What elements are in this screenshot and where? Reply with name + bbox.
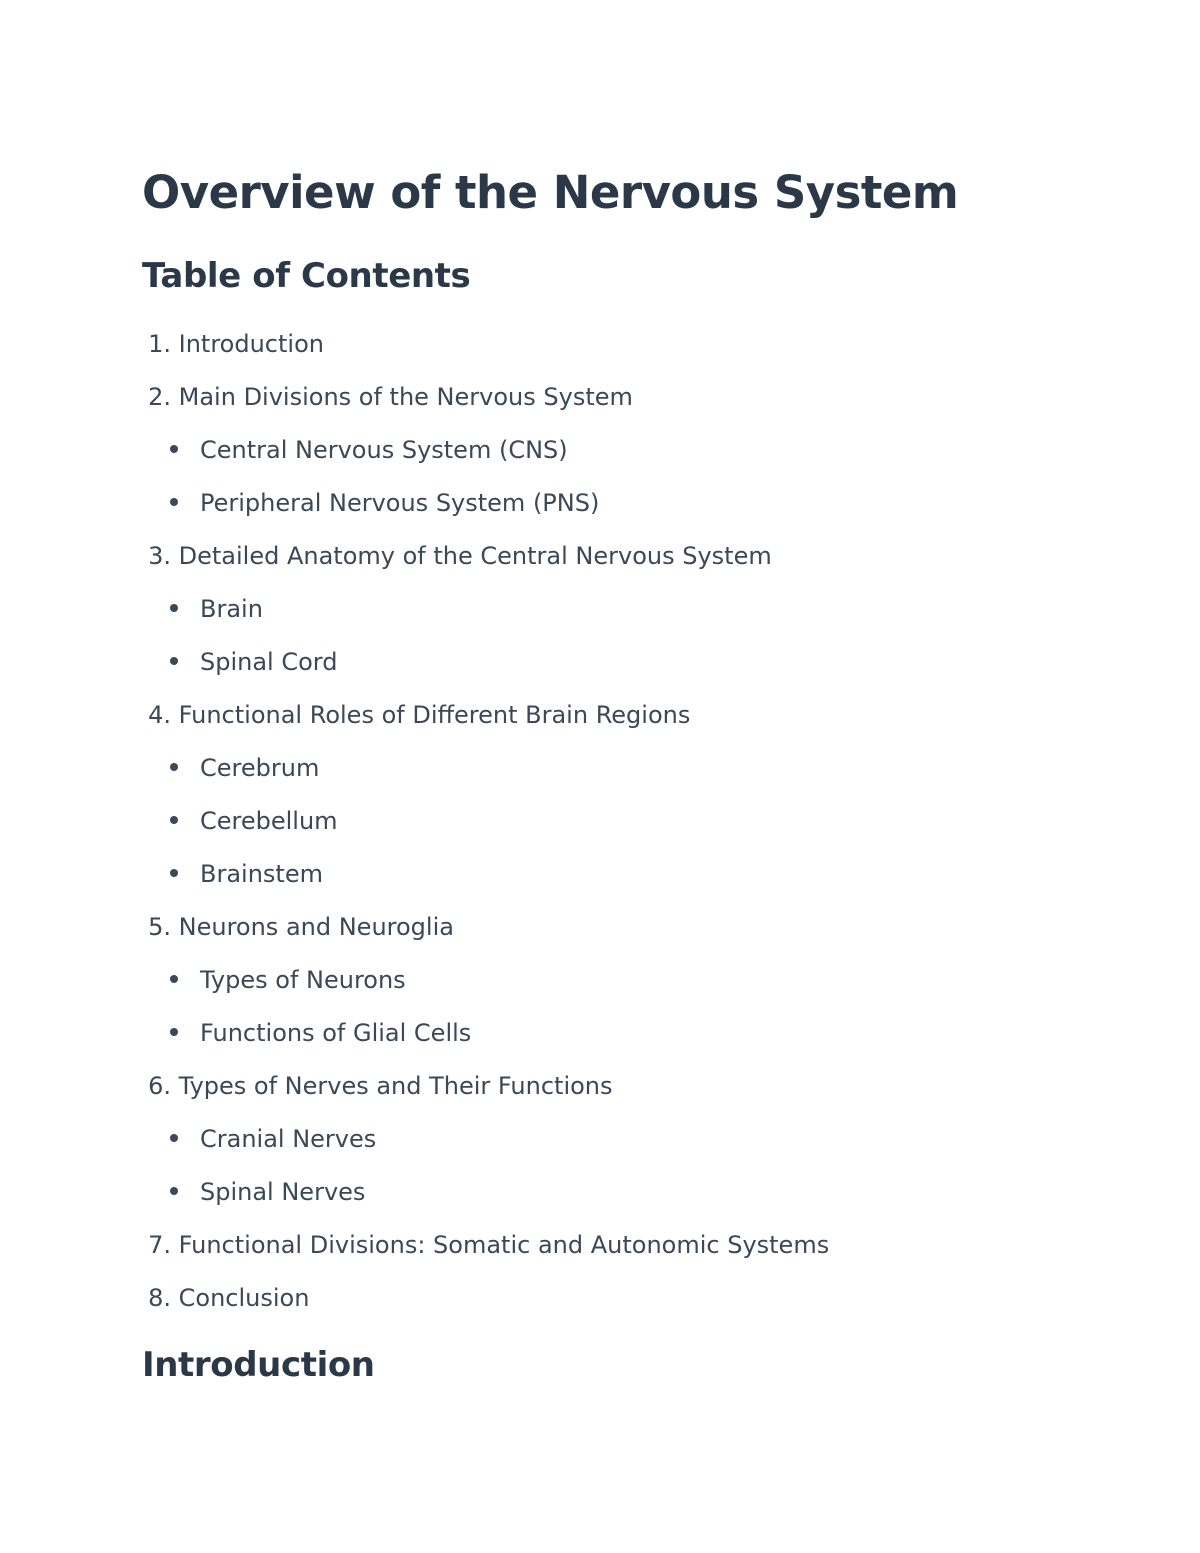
toc-sublabel: Central Nervous System (CNS) — [200, 436, 568, 464]
bullet-icon — [170, 1028, 178, 1036]
toc-number: 6. — [148, 1072, 171, 1100]
toc-subitem — [142, 795, 829, 848]
bullet-icon — [170, 445, 178, 453]
toc-sublabel: Cerebellum — [200, 807, 338, 835]
toc-label: Functional Roles of Different Brain Regions — [178, 701, 691, 729]
toc-subitem — [142, 742, 829, 795]
toc-item — [142, 1219, 829, 1272]
toc-label: Neurons and Neuroglia — [178, 913, 454, 941]
toc-subitem — [142, 477, 829, 530]
toc-subitem — [142, 583, 829, 636]
toc-label: Conclusion — [178, 1284, 310, 1312]
toc-sublabel: Spinal Nerves — [200, 1178, 366, 1206]
toc-number: 4. — [148, 701, 171, 729]
bullet-icon — [170, 816, 178, 824]
toc-sublabel: Brainstem — [200, 860, 323, 888]
toc-label: Main Divisions of the Nervous System — [178, 383, 633, 411]
toc-heading: Table of Contents — [142, 256, 471, 296]
toc-number: 7. — [148, 1231, 171, 1259]
bullet-icon — [170, 1187, 178, 1195]
toc-label: Functional Divisions: Somatic and Autonomic Systems — [178, 1231, 830, 1259]
document-title: Overview of the Nervous System — [142, 166, 959, 219]
bullet-icon — [170, 657, 178, 665]
toc-subitem — [142, 848, 829, 901]
toc-number: 2. — [148, 383, 171, 411]
table-of-contents — [142, 318, 829, 1325]
toc-item — [142, 371, 829, 424]
section-heading-introduction: Introduction — [142, 1345, 375, 1385]
toc-sublabel: Peripheral Nervous System (PNS) — [200, 489, 600, 517]
toc-item — [142, 530, 829, 583]
toc-subitem — [142, 1007, 829, 1060]
toc-sublabel: Spinal Cord — [200, 648, 338, 676]
toc-item — [142, 689, 829, 742]
toc-item — [142, 318, 829, 371]
toc-number: 8. — [148, 1284, 171, 1312]
toc-sublabel: Cerebrum — [200, 754, 320, 782]
toc-label: Types of Nerves and Their Functions — [178, 1072, 613, 1100]
toc-sublabel: Types of Neurons — [200, 966, 406, 994]
bullet-icon — [170, 604, 178, 612]
toc-subitem — [142, 636, 829, 689]
toc-subitem — [142, 1166, 829, 1219]
toc-sublabel: Functions of Glial Cells — [200, 1019, 472, 1047]
toc-item — [142, 1272, 829, 1325]
toc-number: 5. — [148, 913, 171, 941]
toc-number: 1. — [148, 330, 171, 358]
toc-subitem — [142, 424, 829, 477]
toc-subitem — [142, 954, 829, 1007]
toc-label: Introduction — [178, 330, 324, 358]
toc-sublabel: Brain — [200, 595, 263, 623]
toc-label: Detailed Anatomy of the Central Nervous System — [178, 542, 772, 570]
bullet-icon — [170, 1134, 178, 1142]
bullet-icon — [170, 869, 178, 877]
toc-item — [142, 1060, 829, 1113]
toc-sublabel: Cranial Nerves — [200, 1125, 377, 1153]
bullet-icon — [170, 763, 178, 771]
toc-subitem — [142, 1113, 829, 1166]
toc-number: 3. — [148, 542, 171, 570]
bullet-icon — [170, 498, 178, 506]
toc-item — [142, 901, 829, 954]
bullet-icon — [170, 975, 178, 983]
